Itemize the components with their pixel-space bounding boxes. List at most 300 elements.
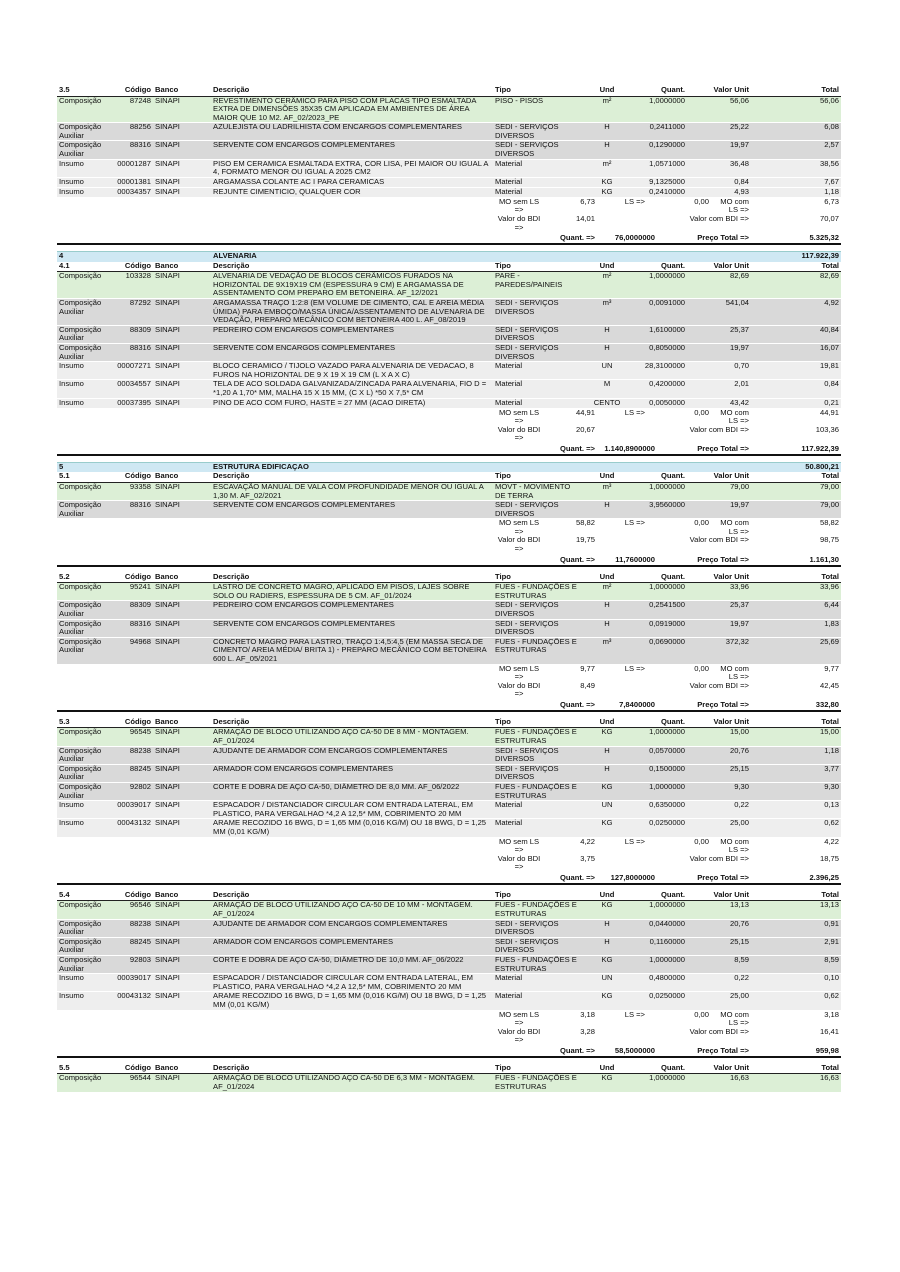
summary-table (57, 409, 841, 443)
budget-section (57, 718, 841, 885)
quant-arrow-label: Quant. => (559, 872, 595, 882)
header-tipo: Tipo (493, 1064, 581, 1074)
item-code: 5.1 (57, 472, 113, 482)
summary-table (57, 198, 841, 232)
row-unit-price: 82,69 (687, 272, 751, 299)
summary-table (57, 519, 841, 553)
row-unit-price: 19,97 (687, 619, 751, 637)
row-unit-price: 0,22 (687, 974, 751, 992)
row-quantity: 1,0000000 (633, 901, 687, 919)
table-row (57, 187, 841, 197)
row-unit-price: 36,48 (687, 159, 751, 177)
row-unit-price: 56,06 (687, 96, 751, 123)
row-code: 00034557 (113, 380, 153, 398)
preco-total-value: 959,98 (815, 1045, 839, 1055)
row-unit: H (581, 343, 633, 361)
row-category: FUES - FUNDAÇÕES E ESTRUTURAS (493, 955, 581, 973)
row-category: Material (493, 992, 581, 1010)
row-category: Material (493, 398, 581, 408)
ls-label: LS => (624, 836, 645, 846)
mo-com-ls-value: 9,77 (824, 663, 839, 673)
summary-row-bdi (57, 855, 841, 872)
mo-com-ls-value: 4,22 (824, 836, 839, 846)
mo-com-ls-label: MO com LS => (720, 1009, 749, 1028)
ls-value: 0,00 (694, 1009, 709, 1019)
row-quantity: 9,1325000 (633, 177, 687, 187)
valor-com-bdi-value: 18,75 (819, 853, 839, 863)
row-type: Composição Auxiliar (57, 782, 113, 800)
row-code: 87292 (113, 299, 153, 326)
row-total: 56,06 (751, 96, 841, 123)
row-total: 0,84 (751, 380, 841, 398)
row-category: PISO - PISOS (493, 96, 581, 123)
header-banco: Banco (153, 1064, 211, 1074)
row-description: LASTRO DE CONCRETO MAGRO, APLICADO EM PISOS, LAJES SOBRE SOLO OU RADIERS, ESPESSURA DE 5 CM. AF_01/2024 (211, 583, 493, 601)
row-quantity: 1,0571000 (633, 159, 687, 177)
row-description: SERVENTE COM ENCARGOS COMPLEMENTARES (211, 619, 493, 637)
header-valor-unit: Valor Unit (687, 573, 751, 583)
row-description: ESCAVAÇÃO MANUAL DE VALA COM PROFUNDIDADE MENOR OU IGUAL A 1,30 M. AF_02/2021 (211, 482, 493, 500)
row-type: Insumo (57, 801, 113, 819)
row-total: 33,96 (751, 583, 841, 601)
summary-table (57, 1011, 841, 1045)
row-unit: m² (581, 96, 633, 123)
budget-section (57, 86, 841, 245)
spacer (57, 838, 493, 855)
row-quantity: 0,1290000 (633, 141, 687, 159)
row-unit-price: 13,13 (687, 901, 751, 919)
row-type: Composição Auxiliar (57, 764, 113, 782)
group-code: 4 (57, 252, 211, 262)
row-bank: SINAPI (153, 501, 211, 519)
valor-com-bdi-label: Valor com BDI => (689, 1026, 749, 1036)
row-unit-price: 16,63 (687, 1074, 751, 1092)
spacer (57, 215, 493, 232)
ls-value: 0,00 (694, 663, 709, 673)
valor-bdi-label: Valor do BDI => (497, 1026, 541, 1045)
header-quant: Quant. (633, 262, 687, 272)
row-description: ARMADOR COM ENCARGOS COMPLEMENTARES (211, 937, 493, 955)
total-quantity: 1.140,8900000 (604, 443, 655, 453)
total-quantity: 76,0000000 (614, 233, 655, 243)
header-valor-unit: Valor Unit (687, 472, 751, 482)
table-row (57, 764, 841, 782)
row-type: Composição (57, 482, 113, 500)
header-codigo: Código (113, 472, 153, 482)
header-banco: Banco (153, 472, 211, 482)
table-row (57, 782, 841, 800)
quant-arrow-label: Quant. => (559, 699, 595, 709)
row-unit: m² (581, 272, 633, 299)
item-code: 3.5 (57, 86, 113, 96)
row-total: 4,92 (751, 299, 841, 326)
header-row (57, 718, 841, 728)
row-unit: m³ (581, 482, 633, 500)
quant-arrow-label: Quant. => (559, 1045, 595, 1055)
row-unit: KG (581, 187, 633, 197)
row-quantity: 1,0000000 (633, 955, 687, 973)
header-codigo: Código (113, 718, 153, 728)
header-tipo: Tipo (493, 86, 581, 96)
row-unit-price: 19,97 (687, 343, 751, 361)
row-code: 93358 (113, 482, 153, 500)
summary-row-mo (57, 409, 841, 426)
mo-com-ls-label: MO com LS => (720, 663, 749, 682)
spacer (597, 426, 647, 443)
preco-total-label: Preço Total => (697, 443, 749, 453)
ls-label: LS => (624, 663, 645, 673)
header-codigo: Código (113, 262, 153, 272)
summary-table (57, 838, 841, 872)
row-code: 00034357 (113, 187, 153, 197)
row-description: AZULEJISTA OU LADRILHISTA COM ENCARGOS COMPLEMENTARES (211, 123, 493, 141)
row-unit: UN (581, 801, 633, 819)
row-quantity: 1,0000000 (633, 482, 687, 500)
total-table (57, 1045, 841, 1058)
header-descricao: Descrição (211, 472, 493, 482)
row-type: Insumo (57, 159, 113, 177)
row-bank: SINAPI (153, 728, 211, 746)
row-type: Composição Auxiliar (57, 955, 113, 973)
items-table (57, 462, 841, 519)
row-unit: CENTO (581, 398, 633, 408)
row-code: 00001381 (113, 177, 153, 187)
row-total: 82,69 (751, 272, 841, 299)
row-code: 88238 (113, 746, 153, 764)
row-type: Composição (57, 272, 113, 299)
spacer (57, 665, 493, 682)
row-type: Composição Auxiliar (57, 637, 113, 664)
total-table (57, 554, 841, 567)
header-descricao: Descrição (211, 891, 493, 901)
row-category: FUES - FUNDAÇÕES E ESTRUTURAS (493, 728, 581, 746)
row-bank: SINAPI (153, 159, 211, 177)
mo-sem-ls-value: 3,18 (580, 1009, 595, 1019)
mo-com-ls-label: MO com LS => (720, 518, 749, 536)
row-bank: SINAPI (153, 937, 211, 955)
row-category: Material (493, 819, 581, 837)
row-total: 25,69 (751, 637, 841, 664)
mo-sem-ls-value: 44,91 (575, 407, 595, 417)
header-tipo: Tipo (493, 891, 581, 901)
row-quantity: 0,8050000 (633, 343, 687, 361)
row-quantity: 0,6350000 (633, 801, 687, 819)
preco-total-value: 332,80 (815, 699, 839, 709)
row-total: 7,67 (751, 177, 841, 187)
table-row (57, 380, 841, 398)
total-quantity: 11,7600000 (615, 554, 655, 564)
row-bank: SINAPI (153, 801, 211, 819)
ls-value: 0,00 (694, 836, 709, 846)
table-row (57, 343, 841, 361)
row-category: Material (493, 974, 581, 992)
table-row (57, 141, 841, 159)
row-description: SERVENTE COM ENCARGOS COMPLEMENTARES (211, 141, 493, 159)
row-unit-price: 25,00 (687, 819, 751, 837)
row-unit-price: 15,00 (687, 728, 751, 746)
header-total: Total (751, 472, 841, 482)
row-code: 96545 (113, 728, 153, 746)
valor-bdi-value: 3,75 (580, 853, 595, 863)
row-type: Composição (57, 901, 113, 919)
row-code: 88316 (113, 141, 153, 159)
row-quantity: 3,9560000 (633, 501, 687, 519)
row-code: 00043132 (113, 819, 153, 837)
row-description: ARGAMASSA TRAÇO 1:2:8 (EM VOLUME DE CIMENTO, CAL E AREIA MÉDIA ÚMIDA) PARA EMBOÇO/MASSA ÚNICA/ASSENTAMENTO DE ALVENARIA DE VEDAÇÃO, PREPARO MECÂNICO COM BETONEIRA 400 L. AF_08/2019 (211, 299, 493, 326)
row-unit-price: 79,00 (687, 482, 751, 500)
preco-total-label: Preço Total => (697, 554, 749, 564)
row-category: SEDI - SERVIÇOS DIVERSOS (493, 746, 581, 764)
row-quantity: 0,4800000 (633, 974, 687, 992)
table-row (57, 272, 841, 299)
table-row (57, 398, 841, 408)
row-description: REJUNTE CIMENTICIO, QUALQUER COR (211, 187, 493, 197)
ls-value: 0,00 (694, 196, 709, 206)
row-total: 2,91 (751, 937, 841, 955)
row-type: Insumo (57, 177, 113, 187)
row-unit-price: 25,15 (687, 937, 751, 955)
row-bank: SINAPI (153, 398, 211, 408)
row-type: Composição (57, 1074, 113, 1092)
header-total: Total (751, 891, 841, 901)
row-code: 88309 (113, 601, 153, 619)
row-total: 16,63 (751, 1074, 841, 1092)
row-category: FUES - FUNDAÇÕES E ESTRUTURAS (493, 637, 581, 664)
row-bank: SINAPI (153, 637, 211, 664)
mo-sem-ls-label: MO sem LS => (498, 196, 540, 215)
mo-com-ls-value: 3,18 (824, 1009, 839, 1019)
valor-bdi-value: 14,01 (575, 214, 595, 224)
budget-section (57, 1064, 841, 1093)
spacer (57, 682, 493, 699)
row-total: 1,18 (751, 746, 841, 764)
header-descricao: Descrição (211, 573, 493, 583)
row-category: MOVT - MOVIMENTO DE TERRA (493, 482, 581, 500)
header-tipo: Tipo (493, 262, 581, 272)
row-type: Composição Auxiliar (57, 919, 113, 937)
spacer (597, 855, 647, 872)
header-und: Und (581, 86, 633, 96)
preco-total-label: Preço Total => (697, 1045, 749, 1055)
row-description: PEDREIRO COM ENCARGOS COMPLEMENTARES (211, 601, 493, 619)
row-total: 0,13 (751, 801, 841, 819)
row-description: SERVENTE COM ENCARGOS COMPLEMENTARES (211, 501, 493, 519)
row-code: 88316 (113, 343, 153, 361)
row-unit: KG (581, 901, 633, 919)
item-code: 5.2 (57, 573, 113, 583)
row-category: Material (493, 801, 581, 819)
row-description: ARMAÇÃO DE BLOCO UTILIZANDO AÇO CA-50 DE 10 MM - MONTAGEM. AF_01/2024 (211, 901, 493, 919)
row-category: SEDI - SERVIÇOS DIVERSOS (493, 141, 581, 159)
items-table (57, 1064, 841, 1093)
header-codigo: Código (113, 573, 153, 583)
budget-document (57, 86, 841, 1099)
row-description: ARMAÇÃO DE BLOCO UTILIZANDO AÇO CA-50 DE 8 MM - MONTAGEM. AF_01/2024 (211, 728, 493, 746)
row-description: ESPACADOR / DISTANCIADOR CIRCULAR COM ENTRADA LATERAL, EM PLASTICO, PARA VERGALHAO *4,2 A 12,5* MM, COBRIMENTO 20 MM (211, 801, 493, 819)
summary-row-bdi (57, 682, 841, 699)
table-row (57, 955, 841, 973)
row-code: 00007271 (113, 362, 153, 380)
table-row (57, 728, 841, 746)
row-total: 1,83 (751, 619, 841, 637)
row-code: 95241 (113, 583, 153, 601)
row-code: 88245 (113, 764, 153, 782)
row-category: SEDI - SERVIÇOS DIVERSOS (493, 325, 581, 343)
mo-com-ls-label: MO com LS => (720, 196, 749, 215)
row-unit: m³ (581, 299, 633, 326)
row-quantity: 28,3100000 (633, 362, 687, 380)
header-banco: Banco (153, 86, 211, 96)
valor-com-bdi-label: Valor com BDI => (689, 535, 749, 545)
row-code: 96546 (113, 901, 153, 919)
table-row (57, 637, 841, 664)
items-table (57, 718, 841, 838)
row-unit: KG (581, 955, 633, 973)
row-type: Composição Auxiliar (57, 937, 113, 955)
row-description: CONCRETO MAGRO PARA LASTRO, TRAÇO 1:4,5:4,5 (EM MASSA SECA DE CIMENTO/ AREIA MÉDIA/ BRITA 1) - PREPARO MECÂNICO COM BETONEIRA 600 L. AF_05/2021 (211, 637, 493, 664)
mo-sem-ls-label: MO sem LS => (498, 407, 540, 426)
mo-sem-ls-value: 4,22 (580, 836, 595, 846)
row-quantity: 1,0000000 (633, 583, 687, 601)
summary-row-mo (57, 519, 841, 536)
row-description: ARAME RECOZIDO 16 BWG, D = 1,65 MM (0,016 KG/M) OU 18 BWG, D = 1,25 MM (0,01 KG/M) (211, 992, 493, 1010)
total-table (57, 699, 841, 712)
row-type: Insumo (57, 819, 113, 837)
header-total: Total (751, 718, 841, 728)
row-unit: m² (581, 159, 633, 177)
row-description: REVESTIMENTO CERÂMICO PARA PISO COM PLACAS TIPO ESMALTADA EXTRA DE DIMENSÕES 35X35 CM APLICADA EM AMBIENTES DE ÁREA MAIOR QUE 10 M2. AF_02/2023_PE (211, 96, 493, 123)
row-description: BLOCO CERAMICO / TIJOLO VAZADO PARA ALVENARIA DE VEDACAO, 8 FUROS NA HORIZONTAL DE 9 X 19 X 19 CM (L X A X C) (211, 362, 493, 380)
table-row (57, 299, 841, 326)
row-unit-price: 8,59 (687, 955, 751, 973)
row-bank: SINAPI (153, 992, 211, 1010)
row-description: ARGAMASSA COLANTE AC I PARA CERAMICAS (211, 177, 493, 187)
row-description: ARMADOR COM ENCARGOS COMPLEMENTARES (211, 764, 493, 782)
row-unit: H (581, 764, 633, 782)
header-valor-unit: Valor Unit (687, 891, 751, 901)
preco-total-label: Preço Total => (697, 699, 749, 709)
row-type: Composição (57, 96, 113, 123)
preco-total-value: 117.922,39 (801, 443, 839, 453)
row-category: Material (493, 362, 581, 380)
item-code: 5.3 (57, 718, 113, 728)
budget-section (57, 251, 841, 456)
row-category: FUES - FUNDAÇÕES E ESTRUTURAS (493, 901, 581, 919)
table-row (57, 583, 841, 601)
spacer (597, 215, 647, 232)
row-quantity: 0,0050000 (633, 398, 687, 408)
row-description: TELA DE ACO SOLDADA GALVANIZADA/ZINCADA PARA ALVENARIA, FIO D = *1,20 A 1,70* MM, MALHA 15 X 15 MM, (C X L) *50 X 7,5* CM (211, 380, 493, 398)
ls-label: LS => (624, 407, 645, 417)
row-unit-price: 43,42 (687, 398, 751, 408)
row-unit-price: 0,22 (687, 801, 751, 819)
row-quantity: 0,0250000 (633, 992, 687, 1010)
group-total: 50.800,21 (751, 462, 841, 472)
summary-row-mo (57, 838, 841, 855)
header-total: Total (751, 262, 841, 272)
ls-label: LS => (624, 196, 645, 206)
row-category: SEDI - SERVIÇOS DIVERSOS (493, 619, 581, 637)
header-und: Und (581, 573, 633, 583)
header-descricao: Descrição (211, 1064, 493, 1074)
header-codigo: Código (113, 891, 153, 901)
header-banco: Banco (153, 891, 211, 901)
summary-row-mo (57, 1011, 841, 1028)
spacer (57, 519, 493, 536)
row-category: SEDI - SERVIÇOS DIVERSOS (493, 299, 581, 326)
valor-com-bdi-value: 70,07 (819, 214, 839, 224)
valor-com-bdi-label: Valor com BDI => (689, 853, 749, 863)
row-unit-price: 25,37 (687, 601, 751, 619)
preco-total-value: 2.396,25 (809, 872, 839, 882)
row-unit-price: 2,01 (687, 380, 751, 398)
valor-com-bdi-value: 16,41 (819, 1026, 839, 1036)
row-quantity: 0,1160000 (633, 937, 687, 955)
mo-sem-ls-value: 9,77 (580, 663, 595, 673)
row-unit-price: 20,76 (687, 919, 751, 937)
row-unit: KG (581, 728, 633, 746)
row-description: ALVENARIA DE VEDAÇÃO DE BLOCOS CERÂMICOS FURADOS NA HORIZONTAL DE 9X19X19 CM (ESPESSURA 9 CM) E ARGAMASSA DE ASSENTAMENTO COM PREPARO EM BETONEIRA. AF_12/2021 (211, 272, 493, 299)
row-type: Composição Auxiliar (57, 325, 113, 343)
total-row (57, 872, 841, 884)
total-row (57, 699, 841, 711)
row-bank: SINAPI (153, 325, 211, 343)
table-row (57, 901, 841, 919)
spacer (597, 1028, 647, 1045)
row-code: 92802 (113, 782, 153, 800)
row-quantity: 1,0000000 (633, 1074, 687, 1092)
row-description: ARMAÇÃO DE BLOCO UTILIZANDO AÇO CA-50 DE 6,3 MM - MONTAGEM. AF_01/2024 (211, 1074, 493, 1092)
valor-bdi-label: Valor do BDI => (497, 424, 541, 443)
spacer (57, 1011, 493, 1028)
quant-arrow-label: Quant. => (559, 443, 595, 453)
mo-sem-ls-label: MO sem LS => (498, 663, 540, 682)
valor-com-bdi-value: 103,36 (815, 424, 839, 434)
header-codigo: Código (113, 1064, 153, 1074)
row-quantity: 0,0250000 (633, 819, 687, 837)
row-category: SEDI - SERVIÇOS DIVERSOS (493, 123, 581, 141)
row-code: 00043132 (113, 992, 153, 1010)
table-row (57, 746, 841, 764)
header-row (57, 573, 841, 583)
row-total: 0,62 (751, 819, 841, 837)
header-total: Total (751, 573, 841, 583)
row-bank: SINAPI (153, 1074, 211, 1092)
preco-total-label: Preço Total => (697, 872, 749, 882)
row-type: Insumo (57, 187, 113, 197)
row-bank: SINAPI (153, 343, 211, 361)
row-total: 9,30 (751, 782, 841, 800)
header-valor-unit: Valor Unit (687, 718, 751, 728)
total-row (57, 232, 841, 244)
row-bank: SINAPI (153, 187, 211, 197)
spacer (57, 426, 493, 443)
row-type: Composição Auxiliar (57, 601, 113, 619)
row-unit: M (581, 380, 633, 398)
row-unit: m³ (581, 637, 633, 664)
header-quant: Quant. (633, 891, 687, 901)
mo-sem-ls-label: MO sem LS => (498, 836, 540, 855)
row-quantity: 0,4200000 (633, 380, 687, 398)
valor-bdi-value: 20,67 (575, 424, 595, 434)
row-unit: H (581, 141, 633, 159)
header-row (57, 1064, 841, 1074)
spacer (57, 409, 493, 426)
row-description: CORTE E DOBRA DE AÇO CA-50, DIÂMETRO DE 8,0 MM. AF_06/2022 (211, 782, 493, 800)
header-tipo: Tipo (493, 718, 581, 728)
row-total: 19,81 (751, 362, 841, 380)
header-valor-unit: Valor Unit (687, 86, 751, 96)
